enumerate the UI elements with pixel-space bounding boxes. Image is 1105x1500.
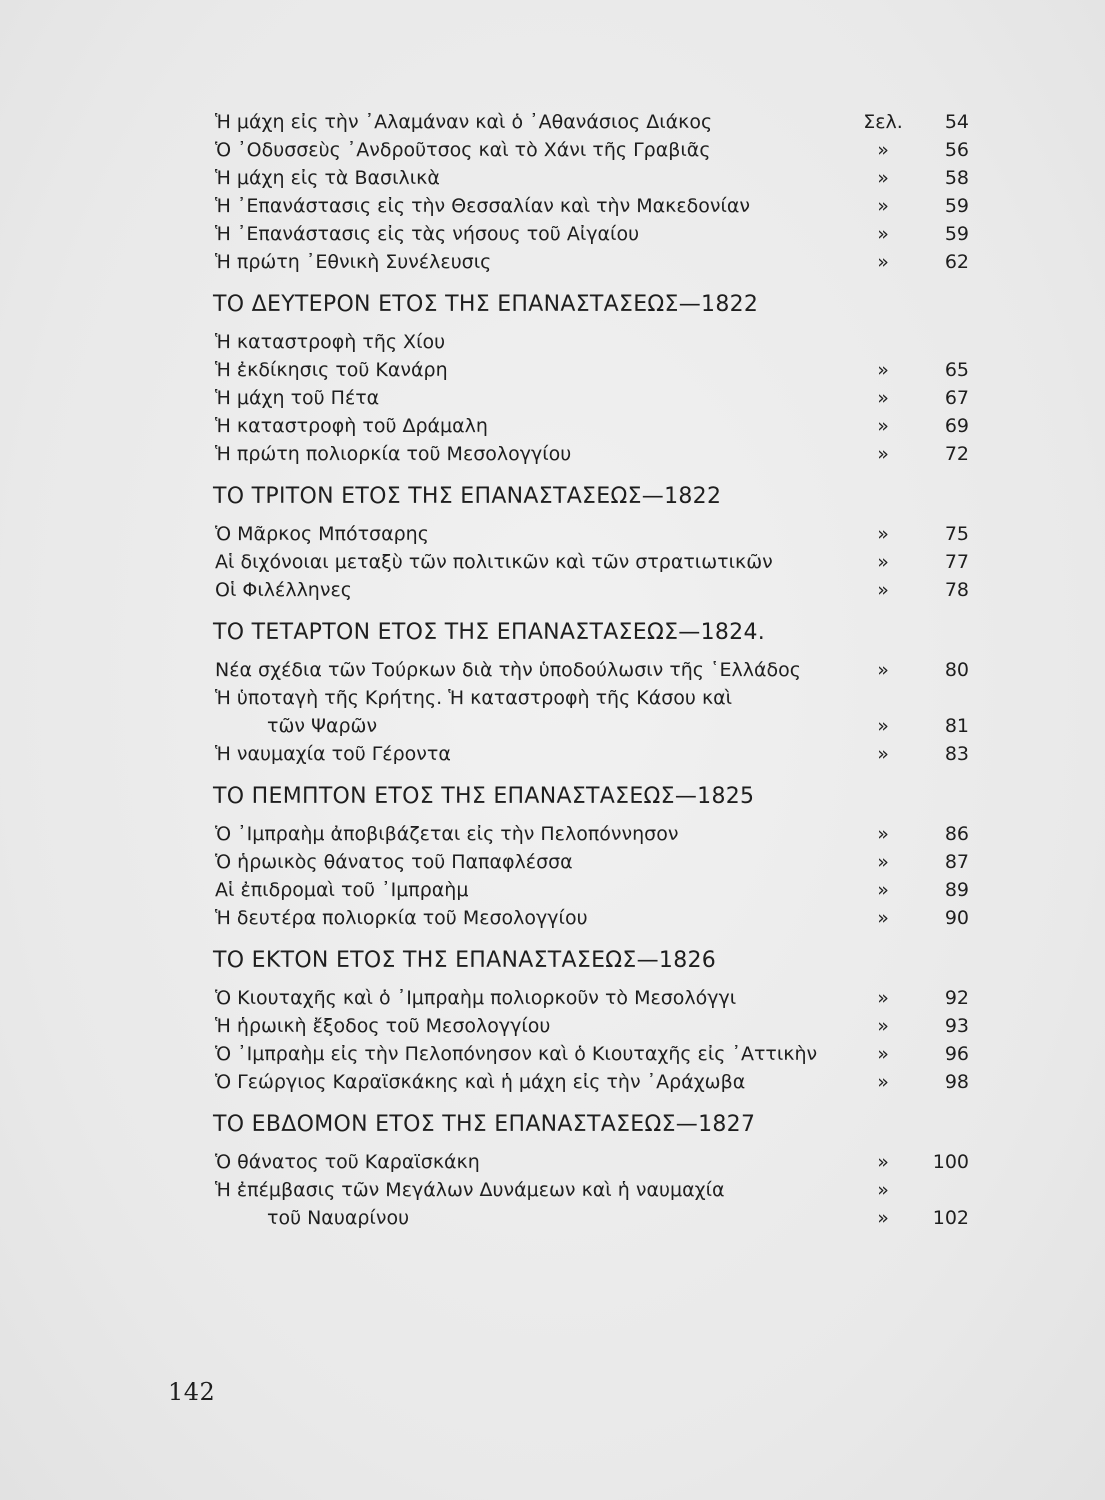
ditto-mark: » bbox=[877, 1151, 889, 1173]
toc-entry bbox=[205, 1040, 985, 1068]
toc-entry bbox=[205, 164, 985, 192]
entry-page-number: 90 bbox=[944, 907, 969, 929]
entry-title: Οἱ Φιλέλληνες bbox=[215, 579, 352, 601]
section-heading: ΤΟ ΠΕΜΠΤΟΝ ΕΤΟΣ ΤΗΣ ΕΠΑΝΑΣΤΑΣΕΩΣ—1825 bbox=[213, 784, 755, 809]
entry-title: Ἡ μάχη τοῦ Πέτα bbox=[215, 387, 380, 409]
entry-page-number: 58 bbox=[944, 167, 969, 189]
entry-page-number: 62 bbox=[944, 251, 969, 273]
entry-title: Ἡ πρώτη ᾽Εθνικὴ Συνέλευσις bbox=[215, 251, 492, 273]
entry-page-number: 65 bbox=[944, 359, 969, 381]
entry-title: Ἡ ᾽Επανάστασις εἰς τὴν Θεσσαλίαν καὶ τὴν Μακεδονίαν bbox=[215, 195, 751, 217]
toc-entry bbox=[205, 220, 985, 248]
entry-page-number: 67 bbox=[944, 387, 969, 409]
toc-entry bbox=[205, 656, 985, 684]
entry-title: Ἡ ναυμαχία τοῦ Γέροντα bbox=[215, 743, 451, 765]
entry-page-number: 69 bbox=[944, 415, 969, 437]
section-heading: ΤΟ ΤΡΙΤΟΝ ΕΤΟΣ ΤΗΣ ΕΠΑΝΑΣΤΑΣΕΩΣ—1822 bbox=[213, 484, 722, 509]
toc-entry bbox=[205, 1012, 985, 1040]
ditto-mark: » bbox=[877, 387, 889, 409]
entry-title: Ὁ θάνατος τοῦ Καραϊσκάκη bbox=[215, 1151, 480, 1173]
table-of-contents bbox=[205, 108, 985, 1232]
entry-title: Νέα σχέδια τῶν Τούρκων διὰ τὴν ὑποδούλωσιν τῆς ῾Ελλάδος bbox=[215, 659, 801, 681]
entry-page-number: 56 bbox=[944, 139, 969, 161]
ditto-mark: » bbox=[877, 359, 889, 381]
entry-title: Ἡ ἐπέμβασις τῶν Μεγάλων Δυνάμεων καὶ ἡ ναυμαχία bbox=[215, 1179, 725, 1201]
toc-entry bbox=[205, 1148, 985, 1176]
entry-page-number: 72 bbox=[944, 443, 969, 465]
entry-title: Ἡ ὑποταγὴ τῆς Κρήτης. Ἡ καταστροφὴ τῆς Κάσου καὶ bbox=[215, 687, 733, 709]
toc-entry bbox=[205, 848, 985, 876]
entry-title-continuation: τῶν Ψαρῶν bbox=[267, 715, 378, 737]
toc-entry bbox=[205, 192, 985, 220]
ditto-mark: » bbox=[877, 195, 889, 217]
entry-title: Ἡ δευτέρα πολιορκία τοῦ Μεσολογγίου bbox=[215, 907, 588, 929]
toc-entry bbox=[205, 904, 985, 932]
entry-title: Ὁ Μᾶρκος Μπότσαρης bbox=[215, 523, 429, 545]
entry-title: Αἱ διχόνοιαι μεταξὺ τῶν πολιτικῶν καὶ τῶν στρατιωτικῶν bbox=[215, 551, 773, 573]
entry-page-number: 93 bbox=[944, 1015, 969, 1037]
section-heading: ΤΟ ΕΒΔΟΜΟΝ ΕΤΟΣ ΤΗΣ ΕΠΑΝΑΣΤΑΣΕΩΣ—1827 bbox=[213, 1112, 756, 1137]
entry-page-number: 86 bbox=[944, 823, 969, 845]
entry-title: Ἡ πρώτη πολιορκία τοῦ Μεσολογγίου bbox=[215, 443, 572, 465]
toc-entry bbox=[205, 520, 985, 548]
toc-entry bbox=[205, 548, 985, 576]
toc-entry bbox=[205, 328, 985, 356]
entry-page-number: 92 bbox=[944, 987, 969, 1009]
toc-entry bbox=[205, 684, 985, 740]
entry-page-number: 81 bbox=[944, 715, 969, 737]
toc-section bbox=[205, 482, 985, 604]
entry-page-number: 78 bbox=[944, 579, 969, 601]
entry-title: Ὁ ᾽Ιμπραὴμ ἀποβιβάζεται εἰς τὴν Πελοπόννησον bbox=[215, 823, 679, 845]
ditto-mark: » bbox=[877, 223, 889, 245]
section-heading: ΤΟ ΤΕΤΑΡΤΟΝ ΕΤΟΣ ΤΗΣ ΕΠΑΝΑΣΤΑΣΕΩΣ—1824. bbox=[213, 620, 766, 645]
entry-page-number: 54 bbox=[944, 111, 969, 133]
ditto-mark: » bbox=[877, 1179, 889, 1201]
ditto-mark: » bbox=[877, 851, 889, 873]
toc-entry bbox=[205, 740, 985, 768]
toc-entry bbox=[205, 384, 985, 412]
entry-title: τοῦ Ναυαρίνου bbox=[267, 1207, 410, 1229]
intro-entries bbox=[205, 108, 985, 276]
ditto-mark: » bbox=[877, 251, 889, 273]
toc-section bbox=[205, 618, 985, 768]
entry-page-number: 89 bbox=[944, 879, 969, 901]
ditto-mark: » bbox=[877, 715, 889, 737]
ditto-mark: » bbox=[877, 879, 889, 901]
ditto-mark: » bbox=[877, 1207, 889, 1229]
ditto-mark: » bbox=[877, 987, 889, 1009]
ditto-mark: » bbox=[877, 523, 889, 545]
entry-page-number: 87 bbox=[944, 851, 969, 873]
toc-entry bbox=[205, 1204, 985, 1232]
toc-entry bbox=[205, 356, 985, 384]
entry-page-number: 96 bbox=[944, 1043, 969, 1065]
toc-entry bbox=[205, 1176, 985, 1204]
toc-entry bbox=[205, 412, 985, 440]
entry-title: Ἡ μάχη εἰς τὰ Βασιλικὰ bbox=[215, 167, 440, 189]
entry-title: Ὁ Γεώργιος Καραϊσκάκης καὶ ἡ μάχη εἰς τὴν ᾽Αράχωβα bbox=[215, 1071, 746, 1093]
toc-entry bbox=[205, 876, 985, 904]
section-heading: ΤΟ ΕΚΤΟΝ ΕΤΟΣ ΤΗΣ ΕΠΑΝΑΣΤΑΣΕΩΣ—1826 bbox=[213, 948, 717, 973]
entry-page-number: 83 bbox=[944, 743, 969, 765]
toc-entry bbox=[205, 576, 985, 604]
toc-entry bbox=[205, 108, 985, 136]
ditto-mark: » bbox=[877, 823, 889, 845]
ditto-mark: » bbox=[877, 551, 889, 573]
entry-page-number: 77 bbox=[944, 551, 969, 573]
entry-title: Ἡ μάχη εἰς τὴν ᾽Αλαμάναν καὶ ὁ ᾽Αθανάσιος Διάκος bbox=[215, 111, 713, 133]
entry-title: Ὁ ᾽Ιμπραὴμ εἰς τὴν Πελοπόνησον καὶ ὁ Κιουταχῆς εἰς ᾽Αττικὴν bbox=[215, 1043, 818, 1065]
entry-title: Ἡ καταστροφὴ τοῦ Δράμαλη bbox=[215, 415, 488, 437]
ditto-mark: » bbox=[877, 743, 889, 765]
entry-title: Ἡ καταστροφὴ τῆς Χίου bbox=[215, 331, 446, 353]
toc-entry bbox=[205, 820, 985, 848]
ditto-mark: » bbox=[877, 659, 889, 681]
ditto-mark: » bbox=[877, 907, 889, 929]
ditto-mark: Σελ. bbox=[863, 111, 903, 133]
page-number: 142 bbox=[168, 1378, 216, 1406]
entry-page-number: 102 bbox=[932, 1207, 969, 1229]
entry-page-number: 75 bbox=[944, 523, 969, 545]
entry-page-number: 59 bbox=[944, 223, 969, 245]
toc-entry bbox=[205, 248, 985, 276]
entry-page-number: 59 bbox=[944, 195, 969, 217]
entry-page-number: 80 bbox=[944, 659, 969, 681]
ditto-mark: » bbox=[877, 1043, 889, 1065]
toc-entry bbox=[205, 1068, 985, 1096]
toc-section bbox=[205, 1110, 985, 1232]
ditto-mark: » bbox=[877, 139, 889, 161]
ditto-mark: » bbox=[877, 1071, 889, 1093]
toc-section bbox=[205, 782, 985, 932]
ditto-mark: » bbox=[877, 167, 889, 189]
entry-page-number: 98 bbox=[944, 1071, 969, 1093]
toc-section bbox=[205, 290, 985, 468]
ditto-mark: » bbox=[877, 1015, 889, 1037]
toc-section bbox=[205, 946, 985, 1096]
ditto-mark: » bbox=[877, 415, 889, 437]
entry-title: Ἡ ἐκδίκησις τοῦ Κανάρη bbox=[215, 359, 448, 381]
entry-title: Ὁ ἡρωικὸς θάνατος τοῦ Παπαφλέσσα bbox=[215, 851, 573, 873]
entry-page-number: 100 bbox=[932, 1151, 969, 1173]
ditto-mark: » bbox=[877, 579, 889, 601]
toc-entry bbox=[205, 136, 985, 164]
section-heading: ΤΟ ΔΕΥΤΕΡΟΝ ΕΤΟΣ ΤΗΣ ΕΠΑΝΑΣΤΑΣΕΩΣ—1822 bbox=[213, 292, 759, 317]
entry-title: Ἡ ᾽Επανάστασις εἰς τὰς νήσους τοῦ Αἰγαίου bbox=[215, 223, 640, 245]
entry-title: Ὁ ᾽Οδυσσεὺς ᾽Ανδροῦτσος καὶ τὸ Χάνι τῆς Γραβιᾶς bbox=[215, 139, 711, 161]
ditto-mark: » bbox=[877, 443, 889, 465]
entry-title: Ὁ Κιουταχῆς καὶ ὁ ᾽Ιμπραὴμ πολιορκοῦν τὸ Μεσολόγγι bbox=[215, 987, 737, 1009]
entry-title: Ἡ ἡρωικὴ ἔξοδος τοῦ Μεσολογγίου bbox=[215, 1015, 551, 1037]
toc-entry bbox=[205, 984, 985, 1012]
entry-title: Αἱ ἐπιδρομαὶ τοῦ ᾽Ιμπραὴμ bbox=[215, 879, 469, 901]
toc-entry bbox=[205, 440, 985, 468]
